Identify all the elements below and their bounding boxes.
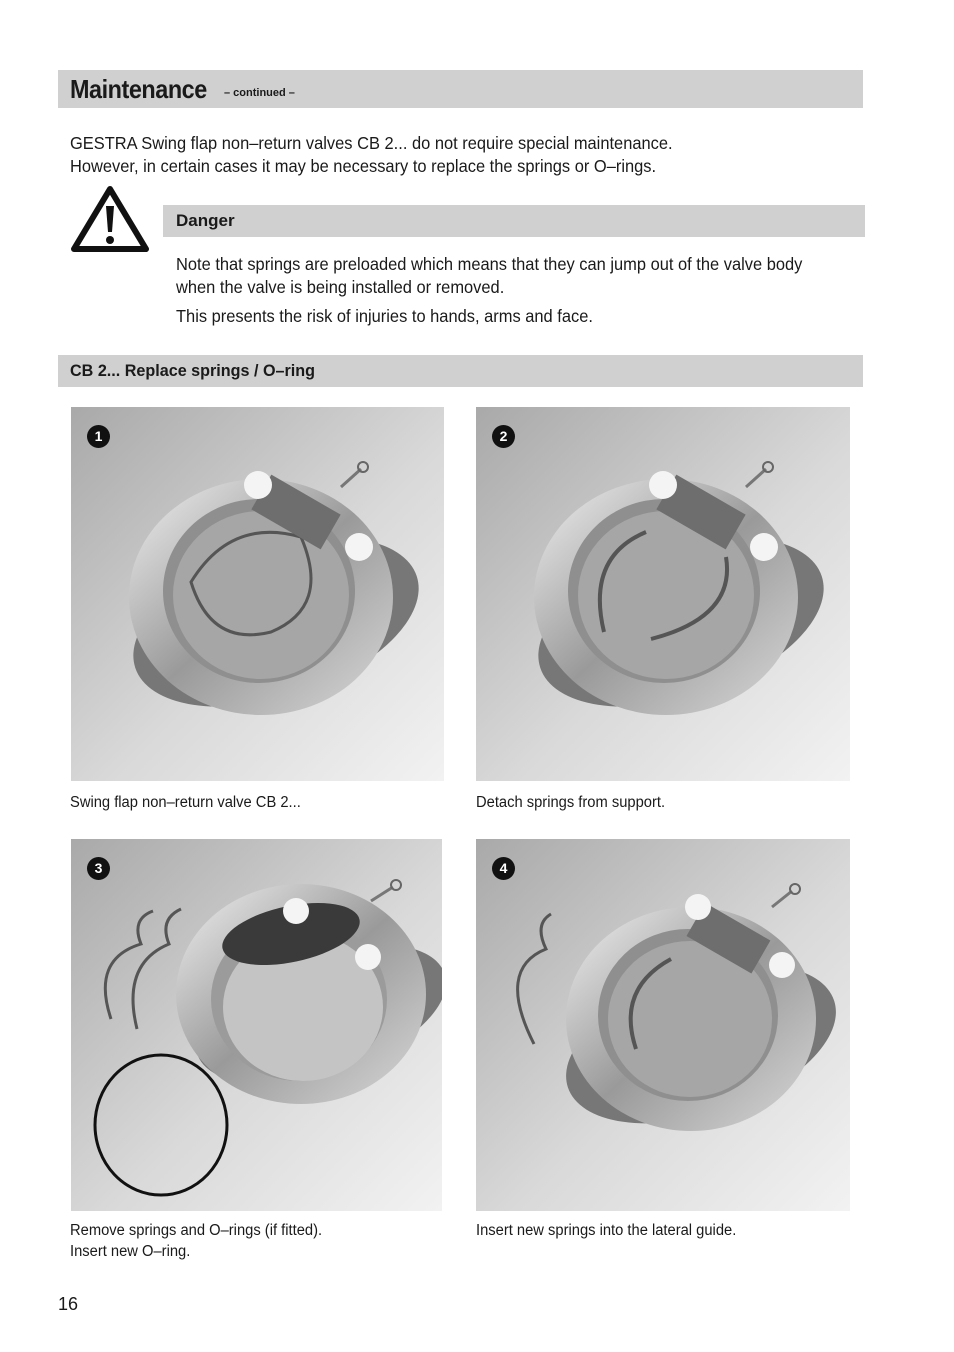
step-3-caption: [70, 1220, 322, 1262]
section-heading-bar: [58, 355, 863, 387]
step-4-number: 4: [492, 857, 515, 880]
step-2-number: 2: [492, 425, 515, 448]
danger-heading-bar: [163, 205, 865, 237]
step-2-photo: [476, 407, 850, 781]
step-4-caption-line-1: Insert new springs into the lateral guide.: [476, 1222, 737, 1239]
page-number: 16: [58, 1294, 79, 1314]
intro-line-2: However, in certain cases it may be necessary to replace the springs or O–rings.: [70, 156, 657, 176]
intro-text: [70, 132, 673, 178]
page-title: Maintenance: [70, 74, 207, 104]
step-4-caption: [476, 1220, 736, 1241]
step-4-photo: [476, 839, 850, 1211]
step-1-caption: [70, 792, 301, 813]
danger-line-1: Note that springs are preloaded which means that they can jump out of the valve body: [176, 254, 803, 274]
section-title: CB 2... Replace springs / O–ring: [70, 361, 316, 380]
step-3-number: 3: [87, 857, 110, 880]
step-1-photo: [71, 407, 444, 781]
warning-triangle-icon: [70, 184, 150, 254]
step-1-number: 1: [87, 425, 110, 448]
danger-label: Danger: [176, 211, 235, 230]
step-3-photo: [71, 839, 442, 1211]
danger-line-3: This presents the risk of injuries to hands, arms and face.: [176, 306, 593, 326]
danger-text: [176, 253, 802, 328]
step-2-caption: [476, 792, 665, 813]
step-2-caption-line-1: Detach springs from support.: [476, 794, 666, 811]
danger-line-2: when the valve is being installed or removed.: [176, 277, 505, 297]
page-header-bar: [58, 70, 863, 108]
step-3-caption-line-2: Insert new O–ring.: [70, 1243, 191, 1260]
intro-line-1: GESTRA Swing flap non–return valves CB 2... do not require special maintenance.: [70, 133, 673, 153]
step-1-caption-line-1: Swing flap non–return valve CB 2...: [70, 794, 301, 811]
step-3-caption-line-1: Remove springs and O–rings (if fitted).: [70, 1222, 323, 1239]
page-subtitle: – continued –: [224, 87, 295, 99]
